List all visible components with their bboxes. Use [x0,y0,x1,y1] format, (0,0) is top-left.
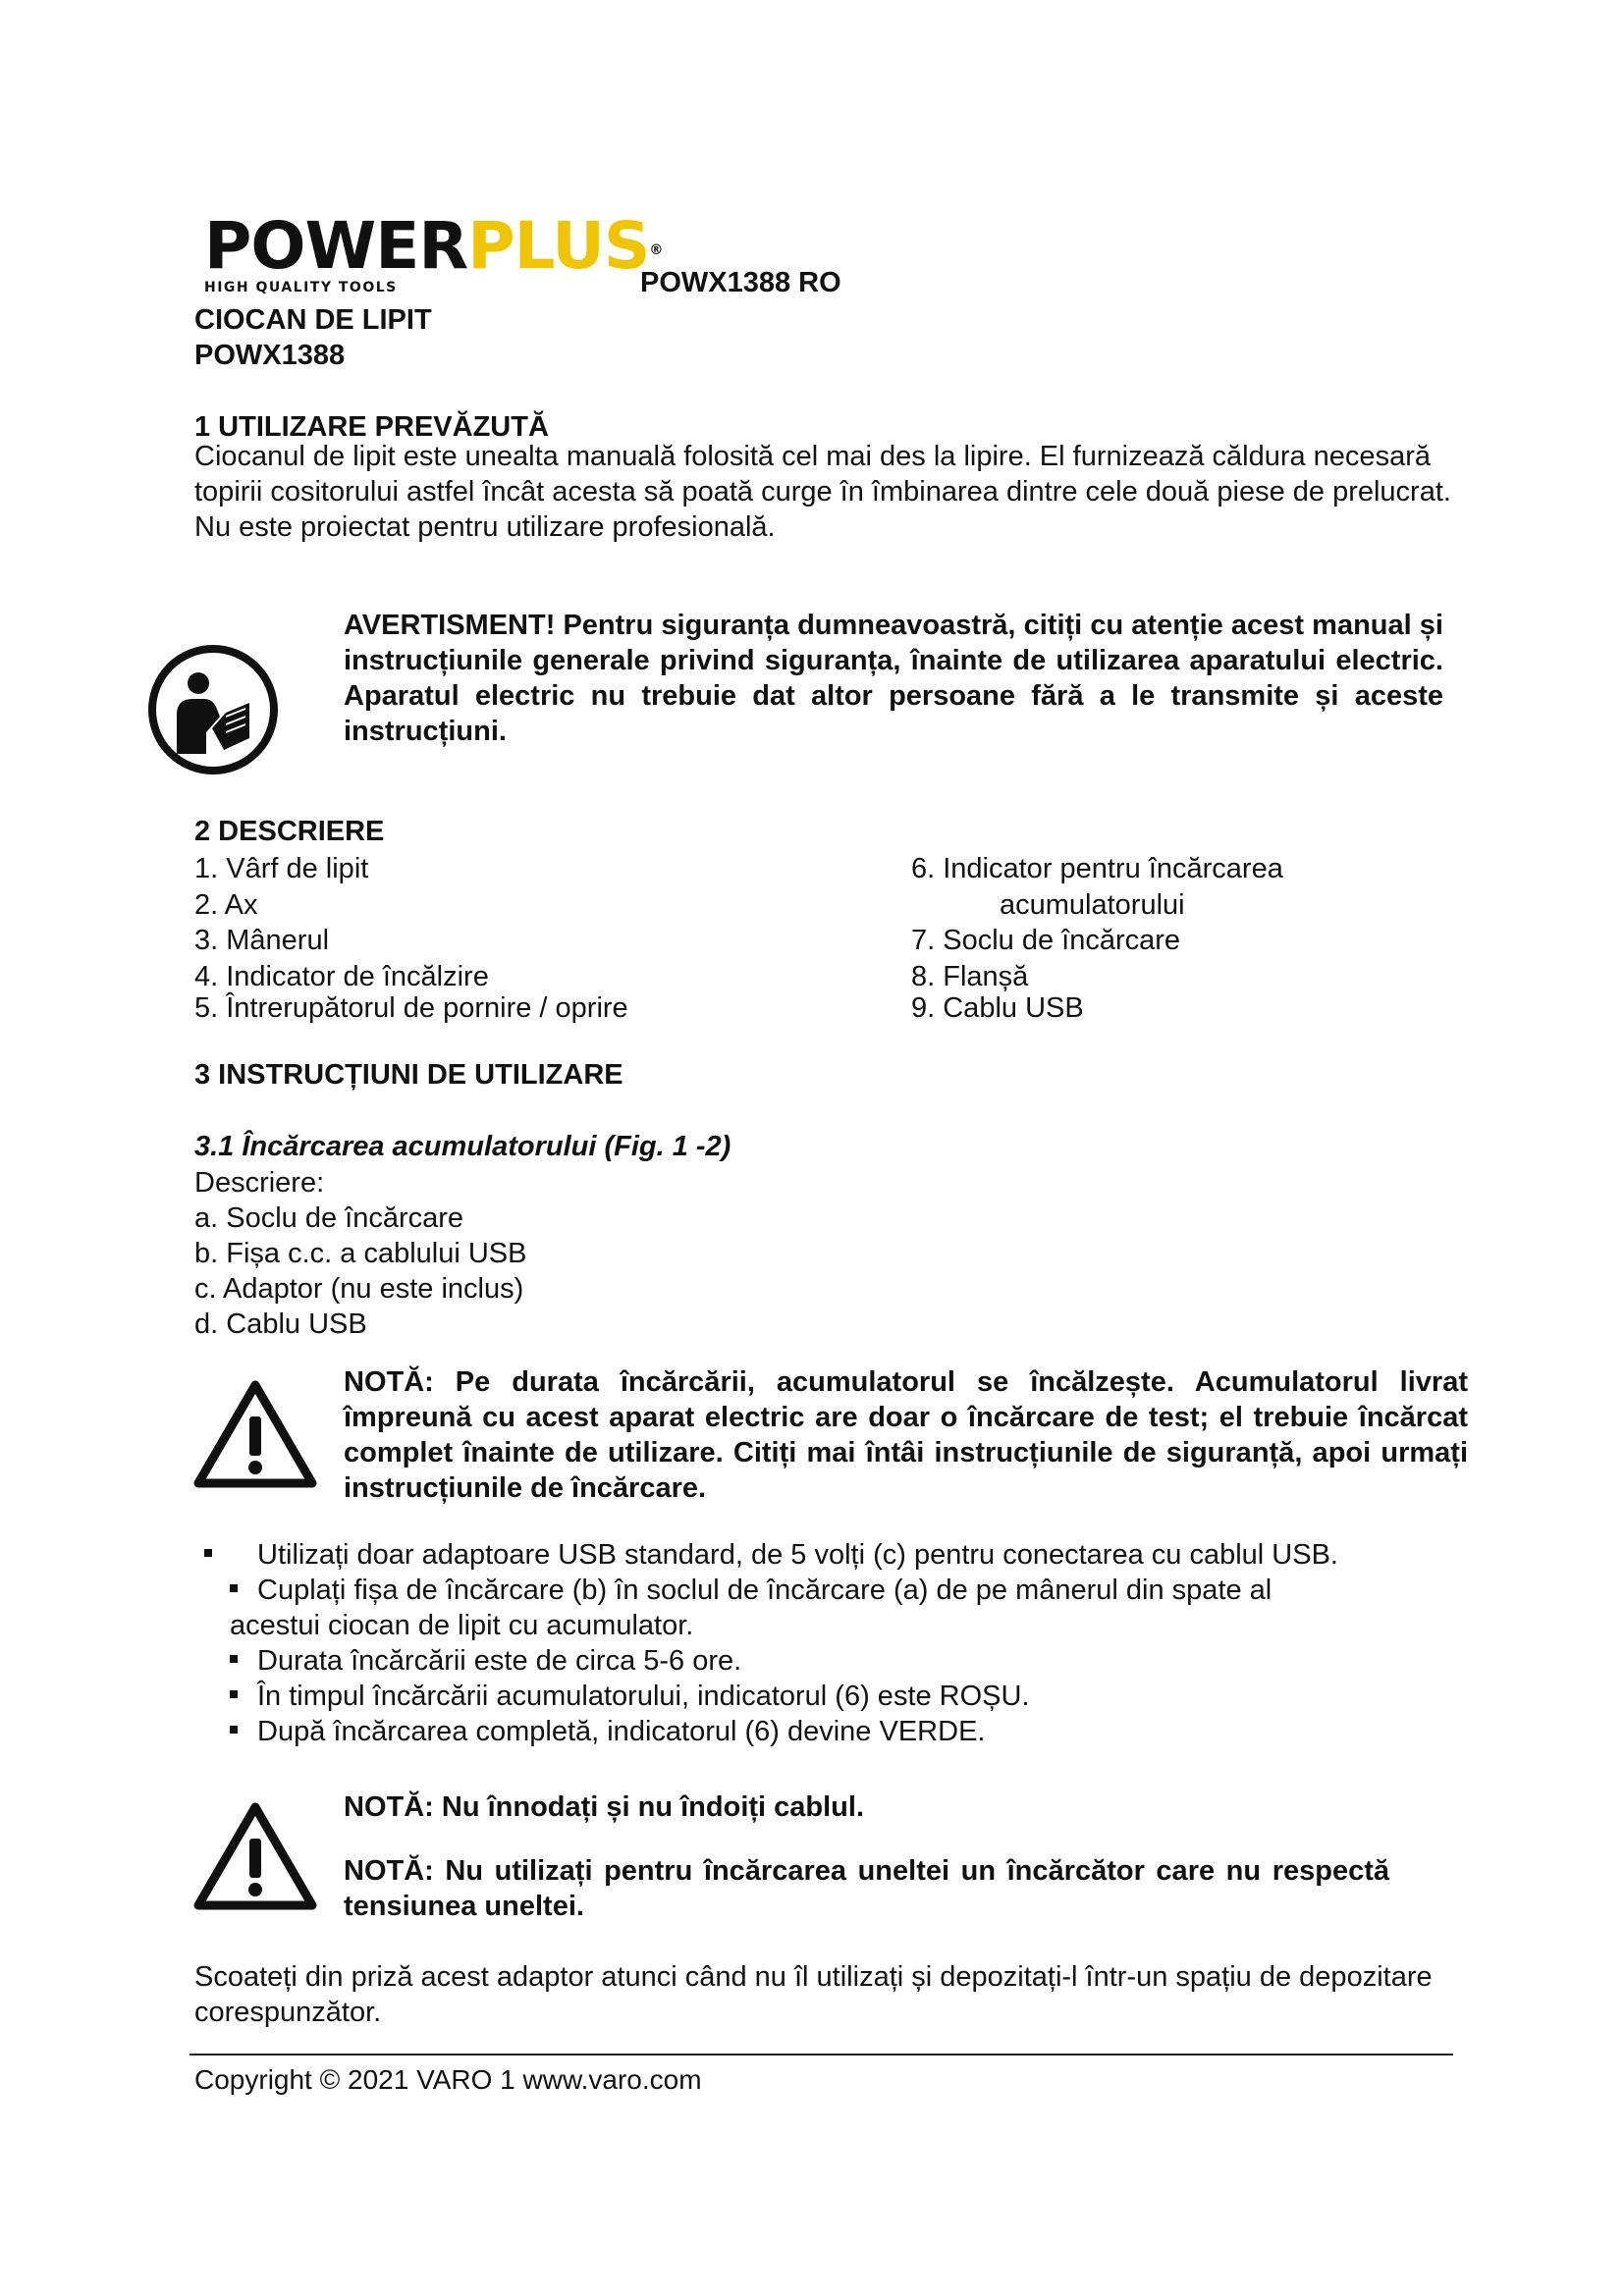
bullet-item-text: În timpul încărcării acumulatorului, indicatorul (6) este ROȘU. [257,1681,1030,1712]
bullet-marker [230,1655,238,1663]
part-list-item: 3. Mânerul [194,925,330,956]
warning-triangle-icon [192,1379,318,1489]
part-list-item: 9. Cablu USB [911,992,1084,1024]
bullet-item-text: Durata încărcării este de circa 5-6 ore. [257,1645,742,1677]
closing-instruction: Scoateți din priză acest adaptor atunci când nu îl utilizați și depozitați-l într-un spațiu de depozitare corespunzător. [194,1961,1433,2028]
logo-power-text: POWER [204,208,468,284]
charger-voltage-note: NOTĂ: Nu utilizați pentru încărcarea uneltei un încărcător care nu respectă tensiunea uneltei. [344,1855,1389,1922]
bullet-item-text-continued: acestui ciocan de lipit cu acumulator. [230,1610,694,1641]
model-language-label: POWX1388 RO [640,267,841,298]
description-item: c. Adaptor (nu este inclus) [194,1273,524,1305]
bullet-marker [230,1584,238,1592]
bullet-item-text: Utilizați doar adaptoare USB standard, de 5 volți (c) pentru conectarea cu cablul USB. [257,1539,1338,1571]
part-list-item: 4. Indicator de încălzire [194,961,489,992]
part-list-item: 8. Flanșă [911,961,1029,992]
brand-logo [204,208,663,295]
warning-triangle-icon [192,1801,318,1911]
logo-plus-text: PLUS [467,208,650,284]
part-list-item: 7. Soclu de încărcare [911,925,1181,956]
section-3-heading: 3 INSTRUCȚIUNI DE UTILIZARE [194,1059,623,1091]
section-1-heading: 1 UTILIZARE PREVĂZUTĂ [194,411,549,443]
section-3-1-heading: 3.1 Încărcarea acumulatorului (Fig. 1 -2) [194,1131,731,1162]
bullet-item [230,1679,238,1714]
logo-registered-mark: ® [649,242,663,258]
part-list-item: 2. Ax [194,889,258,921]
part-list-item: 6. Indicator pentru încărcarea [911,853,1283,884]
bullet-item [230,1573,238,1608]
bullet-marker [230,1690,238,1698]
footer-divider [189,2054,1453,2056]
part-list-item-continued: acumulatorului [1000,889,1185,921]
bullet-item [230,1714,238,1749]
section-1-text: Ciocanul de lipit este unealta manuală folosită cel mai des la lipire. El furnizează căldura necesară topirii cositorului astfel încât acesta să poată curge în îmbinarea dintre cele două piese de prelucrat. Nu este proiectat pentru utilizare profesională. [194,441,1451,543]
cable-note: NOTĂ: Nu înnodați și nu îndoiți cablul. [344,1791,865,1823]
document-title: CIOCAN DE LIPIT [194,304,432,336]
read-manual-icon [147,644,279,775]
bullet-item-text: Cuplați fișa de încărcare (b) în soclul de încărcare (a) de pe mânerul din spate al [257,1575,1272,1606]
part-list-item: 5. Întrerupătorul de pornire / oprire [194,992,628,1024]
safety-warning-text: AVERTISMENT! Pentru siguranța dumneavoastră, citiți cu atenție acest manual și instrucțiunile generale privind siguranța, înainte de utilizarea aparatului electric. Aparatul electric nu trebuie dat altor persoane fără a le transmite și aceste instrucțiuni. [344,610,1443,747]
bullet-item-text: După încărcarea completă, indicatorul (6) devine VERDE. [257,1716,986,1747]
bullet-item [230,1643,238,1679]
charging-note: NOTĂ: Pe durata încărcării, acumulatorul se încălzește. Acumulatorul livrat împreună cu acest aparat electric are doar o încărcare de test; el trebuie încărcat complet înainte de utilizare. Citiți mai întâi instrucțiunile de siguranță, apoi urmați instrucțiunile de încărcare. [344,1366,1468,1504]
document-model: POWX1388 [194,340,346,371]
description-label: Descriere: [194,1167,325,1199]
part-list-item: 1. Vârf de lipit [194,853,369,884]
bullet-marker [204,1549,212,1557]
footer-copyright: Copyright © 2021 VARO 1 www.varo.com [194,2064,702,2095]
section-2-heading: 2 DESCRIERE [194,816,385,847]
bullet-item [204,1537,212,1573]
description-item: d. Cablu USB [194,1308,367,1340]
logo-tagline: HIGH QUALITY TOOLS [204,280,398,295]
bullet-marker [230,1726,238,1734]
description-item: a. Soclu de încărcare [194,1202,464,1234]
description-item: b. Fișa c.c. a cablului USB [194,1238,527,1269]
